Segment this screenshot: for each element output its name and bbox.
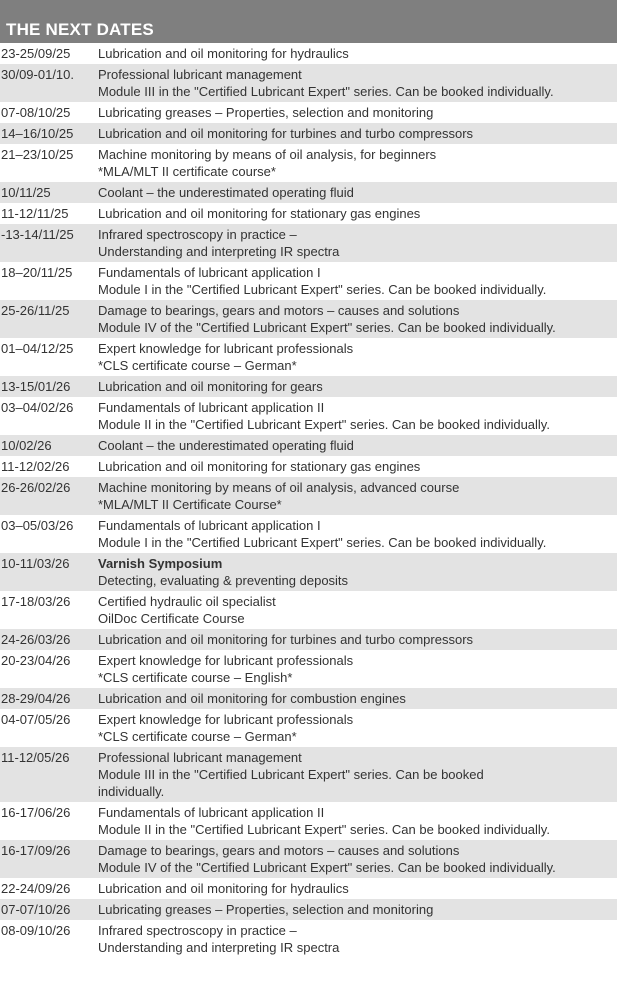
event-detail: *MLA/MLT II Certificate Course* <box>98 497 282 512</box>
event-date: 01–04/12/25 <box>1 341 74 356</box>
event-description <box>98 437 617 454</box>
event-description <box>98 66 617 100</box>
event-title: Infrared spectroscopy in practice – <box>98 923 297 938</box>
event-row <box>0 747 617 802</box>
event-date: 04-07/05/26 <box>1 712 71 727</box>
event-date: 20-23/04/26 <box>1 653 71 668</box>
event-row <box>0 262 617 300</box>
event-row <box>0 920 617 958</box>
event-date: 24-26/03/26 <box>1 632 71 647</box>
event-date: 16-17/06/26 <box>1 805 71 820</box>
event-row <box>0 123 617 144</box>
event-row <box>0 840 617 878</box>
event-date: 07-08/10/25 <box>1 105 71 120</box>
event-title: Lubricating greases – Properties, selection and monitoring <box>98 105 434 120</box>
event-row <box>0 203 617 224</box>
event-date: 23-25/09/25 <box>1 46 71 61</box>
event-title: Expert knowledge for lubricant professionals <box>98 341 354 356</box>
event-date: 11-12/05/26 <box>1 750 70 765</box>
event-detail: *CLS certificate course – English* <box>98 670 293 685</box>
event-detail: *CLS certificate course – German* <box>98 358 297 373</box>
event-description <box>98 378 617 395</box>
event-title: Machine monitoring by means of oil analysis, advanced course <box>98 480 460 495</box>
event-row <box>0 376 617 397</box>
event-row <box>0 397 617 435</box>
event-row <box>0 515 617 553</box>
event-description <box>98 631 617 648</box>
event-row <box>0 591 617 629</box>
event-title: Damage to bearings, gears and motors – causes and solutions <box>98 843 460 858</box>
event-title: Professional lubricant management <box>98 67 302 82</box>
event-title: Lubrication and oil monitoring for gears <box>98 379 323 394</box>
event-title: Lubrication and oil monitoring for hydraulics <box>98 46 349 61</box>
event-description <box>98 555 617 589</box>
event-row <box>0 182 617 203</box>
event-date: 22-24/09/26 <box>1 881 71 896</box>
event-date: 10/11/25 <box>1 185 51 200</box>
event-row <box>0 64 617 102</box>
event-description <box>98 226 617 260</box>
event-title: Expert knowledge for lubricant professionals <box>98 653 354 668</box>
event-row <box>0 144 617 182</box>
event-title: Lubrication and oil monitoring for turbines and turbo compressors <box>98 126 474 141</box>
event-description <box>98 593 617 627</box>
event-detail: Module II in the "Certified Lubricant Expert" series. Can be booked individually. <box>98 822 550 837</box>
event-description <box>98 842 617 876</box>
event-title: Lubricating greases – Properties, selection and monitoring <box>98 902 434 917</box>
event-title: Expert knowledge for lubricant professionals <box>98 712 354 727</box>
event-title: Fundamentals of lubricant application II <box>98 400 325 415</box>
event-date: 11-12/11/25 <box>1 206 69 221</box>
event-date: 28-29/04/26 <box>1 691 71 706</box>
event-row <box>0 435 617 456</box>
event-title: Lubrication and oil monitoring for hydraulics <box>98 881 349 896</box>
event-title: Certified hydraulic oil specialist <box>98 594 276 609</box>
event-row <box>0 899 617 920</box>
event-detail: Module IV of the "Certified Lubricant Expert" series. Can be booked individually. <box>98 320 556 335</box>
event-date: 16-17/09/26 <box>1 843 71 858</box>
event-description <box>98 302 617 336</box>
event-date: 11-12/02/26 <box>1 459 70 474</box>
event-description <box>98 749 617 800</box>
event-detail: Module IV of the "Certified Lubricant Expert" series. Can be booked individually. <box>98 860 556 875</box>
event-row <box>0 300 617 338</box>
event-title: Fundamentals of lubricant application II <box>98 805 325 820</box>
event-title: Varnish Symposium <box>98 556 223 571</box>
event-date: 26-26/02/26 <box>1 480 71 495</box>
event-date: 07-07/10/26 <box>1 902 71 917</box>
event-description <box>98 104 617 121</box>
event-title: Lubrication and oil monitoring for stationary gas engines <box>98 459 421 474</box>
event-description <box>98 880 617 897</box>
event-title: Lubrication and oil monitoring for turbines and turbo compressors <box>98 632 474 647</box>
event-row <box>0 629 617 650</box>
event-description <box>98 690 617 707</box>
event-row <box>0 477 617 515</box>
event-title: Fundamentals of lubricant application I <box>98 518 321 533</box>
event-title: Damage to bearings, gears and motors – causes and solutions <box>98 303 460 318</box>
event-row <box>0 688 617 709</box>
event-date: 30/09-01/10. <box>1 67 75 82</box>
event-date: 21–23/10/25 <box>1 147 74 162</box>
event-detail: Module I in the "Certified Lubricant Expert" series. Can be booked individually. <box>98 282 547 297</box>
event-description <box>98 711 617 745</box>
event-title: Lubrication and oil monitoring for combustion engines <box>98 691 406 706</box>
event-description <box>98 652 617 686</box>
event-description <box>98 184 617 201</box>
event-row <box>0 553 617 591</box>
event-detail: Understanding and interpreting IR spectra <box>98 244 340 259</box>
event-date: 10/02/26 <box>1 438 52 453</box>
event-date: 03–05/03/26 <box>1 518 74 533</box>
event-row <box>0 802 617 840</box>
event-row <box>0 709 617 747</box>
event-detail: individually. <box>98 784 165 799</box>
event-row <box>0 102 617 123</box>
event-description <box>98 517 617 551</box>
event-date: 25-26/11/25 <box>1 303 70 318</box>
event-title: Coolant – the underestimated operating fluid <box>98 185 354 200</box>
event-description <box>98 479 617 513</box>
event-date: 14–16/10/25 <box>1 126 74 141</box>
event-detail: *CLS certificate course – German* <box>98 729 297 744</box>
event-row <box>0 224 617 262</box>
event-date: 17-18/03/26 <box>1 594 71 609</box>
event-row <box>0 338 617 376</box>
event-description <box>98 45 617 62</box>
event-row <box>0 650 617 688</box>
event-detail: Module III in the "Certified Lubricant Expert" series. Can be booked <box>98 767 484 782</box>
event-date: 18–20/11/25 <box>1 265 73 280</box>
event-title: Coolant – the underestimated operating fluid <box>98 438 354 453</box>
event-detail: Module II in the "Certified Lubricant Expert" series. Can be booked individually. <box>98 417 550 432</box>
event-description <box>98 264 617 298</box>
event-title: Professional lubricant management <box>98 750 302 765</box>
event-row <box>0 878 617 899</box>
event-detail: Detecting, evaluating & preventing deposits <box>98 573 349 588</box>
event-detail: OilDoc Certificate Course <box>98 611 245 626</box>
event-title: Fundamentals of lubricant application I <box>98 265 321 280</box>
event-date: 13-15/01/26 <box>1 379 71 394</box>
event-description <box>98 205 617 222</box>
event-title: Lubrication and oil monitoring for stationary gas engines <box>98 206 421 221</box>
event-description <box>98 901 617 918</box>
event-description <box>98 922 617 956</box>
event-description <box>98 340 617 374</box>
events-list <box>0 43 617 958</box>
event-description <box>98 804 617 838</box>
event-title: Machine monitoring by means of oil analysis, for beginners <box>98 147 437 162</box>
event-title: Infrared spectroscopy in practice – <box>98 227 297 242</box>
event-description <box>98 125 617 142</box>
event-date: 10-11/03/26 <box>1 556 70 571</box>
event-description <box>98 399 617 433</box>
page-title: THE NEXT DATES <box>0 0 617 43</box>
event-detail: Understanding and interpreting IR spectra <box>98 940 340 955</box>
event-date: -13-14/11/25 <box>1 227 74 242</box>
event-description <box>98 146 617 180</box>
event-detail: *MLA/MLT II certificate course* <box>98 164 276 179</box>
event-row <box>0 456 617 477</box>
event-date: 03–04/02/26 <box>1 400 74 415</box>
event-description <box>98 458 617 475</box>
event-row <box>0 43 617 64</box>
event-detail: Module III in the "Certified Lubricant Expert" series. Can be booked individually. <box>98 84 554 99</box>
event-date: 08-09/10/26 <box>1 923 71 938</box>
event-detail: Module I in the "Certified Lubricant Expert" series. Can be booked individually. <box>98 535 547 550</box>
